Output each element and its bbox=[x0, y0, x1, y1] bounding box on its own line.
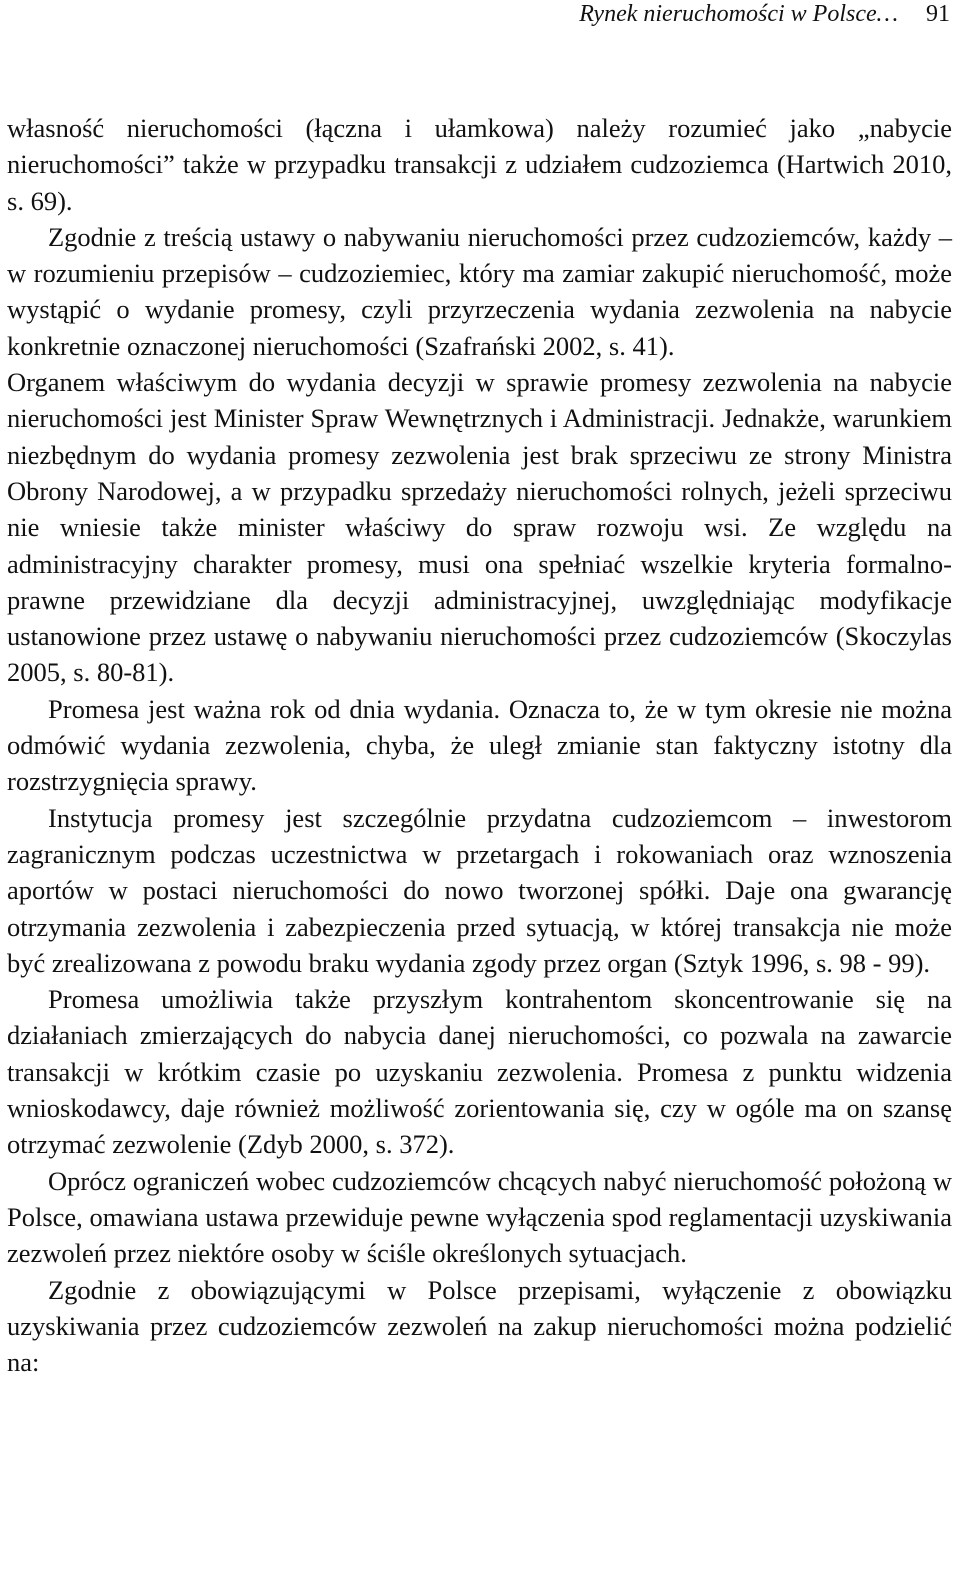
paragraph: Oprócz ograniczeń wobec cudzoziemców chcących nabyć nieruchomość położoną w Polsce, omawiana ustawa przewiduje pewne wyłączenia spod reglamentacji uzyskiwania zezwoleń przez niektóre osoby w ściśle określonych sytuacjach. bbox=[7, 1165, 952, 1269]
running-title: Rynek nieruchomości w Polsce… bbox=[579, 1, 898, 27]
paragraph-continuation: własność nieruchomości (łączna i ułamkowa) należy rozumieć jako „nabycie nieruchomości” także w przypadku transakcji z udziałem cudzoziemca (Hartwich 2010, s. 69). bbox=[7, 113, 952, 216]
running-header bbox=[579, 0, 950, 28]
paragraph: Instytucja promesy jest szczególnie przydatna cudzoziemcom – inwestorom zagranicznym podczas uczestnictwa w przetargach i rokowaniach oraz wznoszenia aportów w postaci nieruchomości do nowo tworzonej spółki. Daje ona gwarancję otrzymania zezwolenia i zabezpieczenia przed sytuacją, w której transakcja nie może być zrealizowana z powodu braku wydania zgody przez organ (Sztyk 1996, s. 98 - 99). bbox=[7, 802, 952, 978]
page-number: 91 bbox=[926, 1, 950, 27]
paragraph: Zgodnie z obowiązującymi w Polsce przepisami, wyłączenie z obowiązku uzyskiwania przez cudzoziemców zezwoleń na zakup nieruchomości można podzielić na: bbox=[7, 1274, 952, 1378]
body-text bbox=[7, 110, 952, 1380]
paragraph: Promesa jest ważna rok od dnia wydania. Oznacza to, że w tym okresie nie można odmówić wydania zezwolenia, chyba, że uległ zmianie stan faktyczny istotny dla rozstrzygnięcia sprawy. bbox=[7, 693, 952, 797]
paragraph: Promesa umożliwia także przyszłym kontrahentom skoncentrowanie się na działaniach zmierzających do nabycia danej nieruchomości, co pozwala na zawarcie transakcji w krótkim czasie po uzyskaniu zezwolenia. Promesa z punktu widzenia wnioskodawcy, daje również możliwość zorientowania się, czy w ogóle ma on szansę otrzymać zezwolenie (Zdyb 2000, s. 372). bbox=[7, 984, 952, 1160]
paragraph: Organem właściwym do wydania decyzji w sprawie promesy zezwolenia na nabycie nieruchomości jest Minister Spraw Wewnętrznych i Administracji. Jednakże, warunkiem niezbędnym do wydania promesy zezwolenia jest brak sprzeciwu ze strony Ministra Obrony Narodowej, a w przypadku sprzedaży nieruchomości rolnych, jeżeli sprzeciwu nie wniesie także minister właściwy do spraw rozwoju wsi. Ze względu na administracyjny charakter promesy, musi ona spełniać wszelkie kryteria formalno- prawne przewidziane dla decyzji administracyjnej, uwzględniając modyfikacje ustanowione przez ustawę o nabywaniu nieruchomości przez cudzoziemców (Skoczylas 2005, s. 80-81). bbox=[7, 367, 952, 688]
paragraph: Zgodnie z treścią ustawy o nabywaniu nieruchomości przez cudzoziemców, każdy – w rozumieniu przepisów – cudzoziemiec, który ma zamiar zakupić nieruchomość, może wystąpić o wydanie promesy, czyli przyrzeczenia wydania zezwolenia na nabycie konkretnie oznaczonej nieruchomości (Szafrański 2002, s. 41). bbox=[7, 221, 952, 361]
